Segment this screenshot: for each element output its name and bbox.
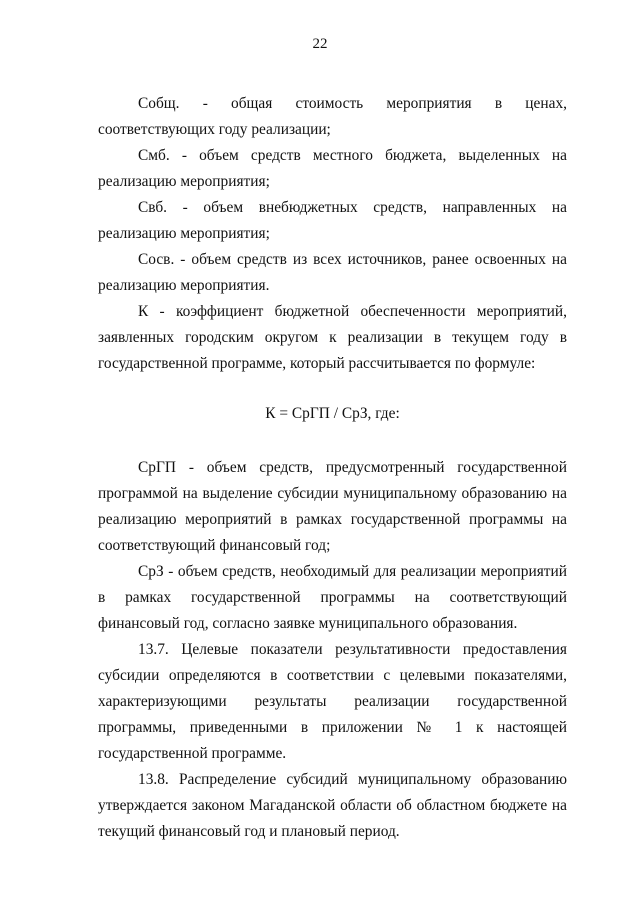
definition-srgp: СрГП - объем средств, предусмотренный государственной программой на выделение субсидии муниципальному образованию на реализацию мероприятий в рамках государственной программы на соответствующий финансовый год; <box>98 459 567 554</box>
definition-sosv: Сосв. - объем средств из всех источников, ранее освоенных на реализацию мероприятия. <box>98 251 567 294</box>
definition-sobshch: Собщ. - общая стоимость мероприятия в ценах, соответствующих году реализации; <box>98 95 567 138</box>
definition-srz: СрЗ - объем средств, необходимый для реализации мероприятий в рамках государственной программы на соответствующий финансовый год, согласно заявке муниципального образования. <box>98 563 567 632</box>
definition-k: К - коэффициент бюджетной обеспеченности мероприятий, заявленных городским округом к реализации в текущем году в государственной программе, который рассчитывается по формуле: <box>98 303 567 372</box>
definition-svb: Свб. - объем внебюджетных средств, направленных на реализацию мероприятия; <box>98 199 567 242</box>
definition-smb: Смб. - объем средств местного бюджета, выделенных на реализацию мероприятия; <box>98 147 567 190</box>
document-body <box>98 91 567 845</box>
section-13-7: 13.7. Целевые показатели результативности предоставления субсидии определяются в соответствии с целевыми показателями, характеризующими результаты реализации государственной программы, приведенными в приложении № 1 к настоящей государственной программе. <box>98 641 567 762</box>
formula: К = СрГП / СрЗ, где: <box>265 405 400 422</box>
page-number: 22 <box>312 36 328 52</box>
section-13-8: 13.8. Распределение субсидий муниципальному образованию утверждается законом Магаданской области об областном бюджете на текущий финансовый год и плановый период. <box>98 771 567 840</box>
